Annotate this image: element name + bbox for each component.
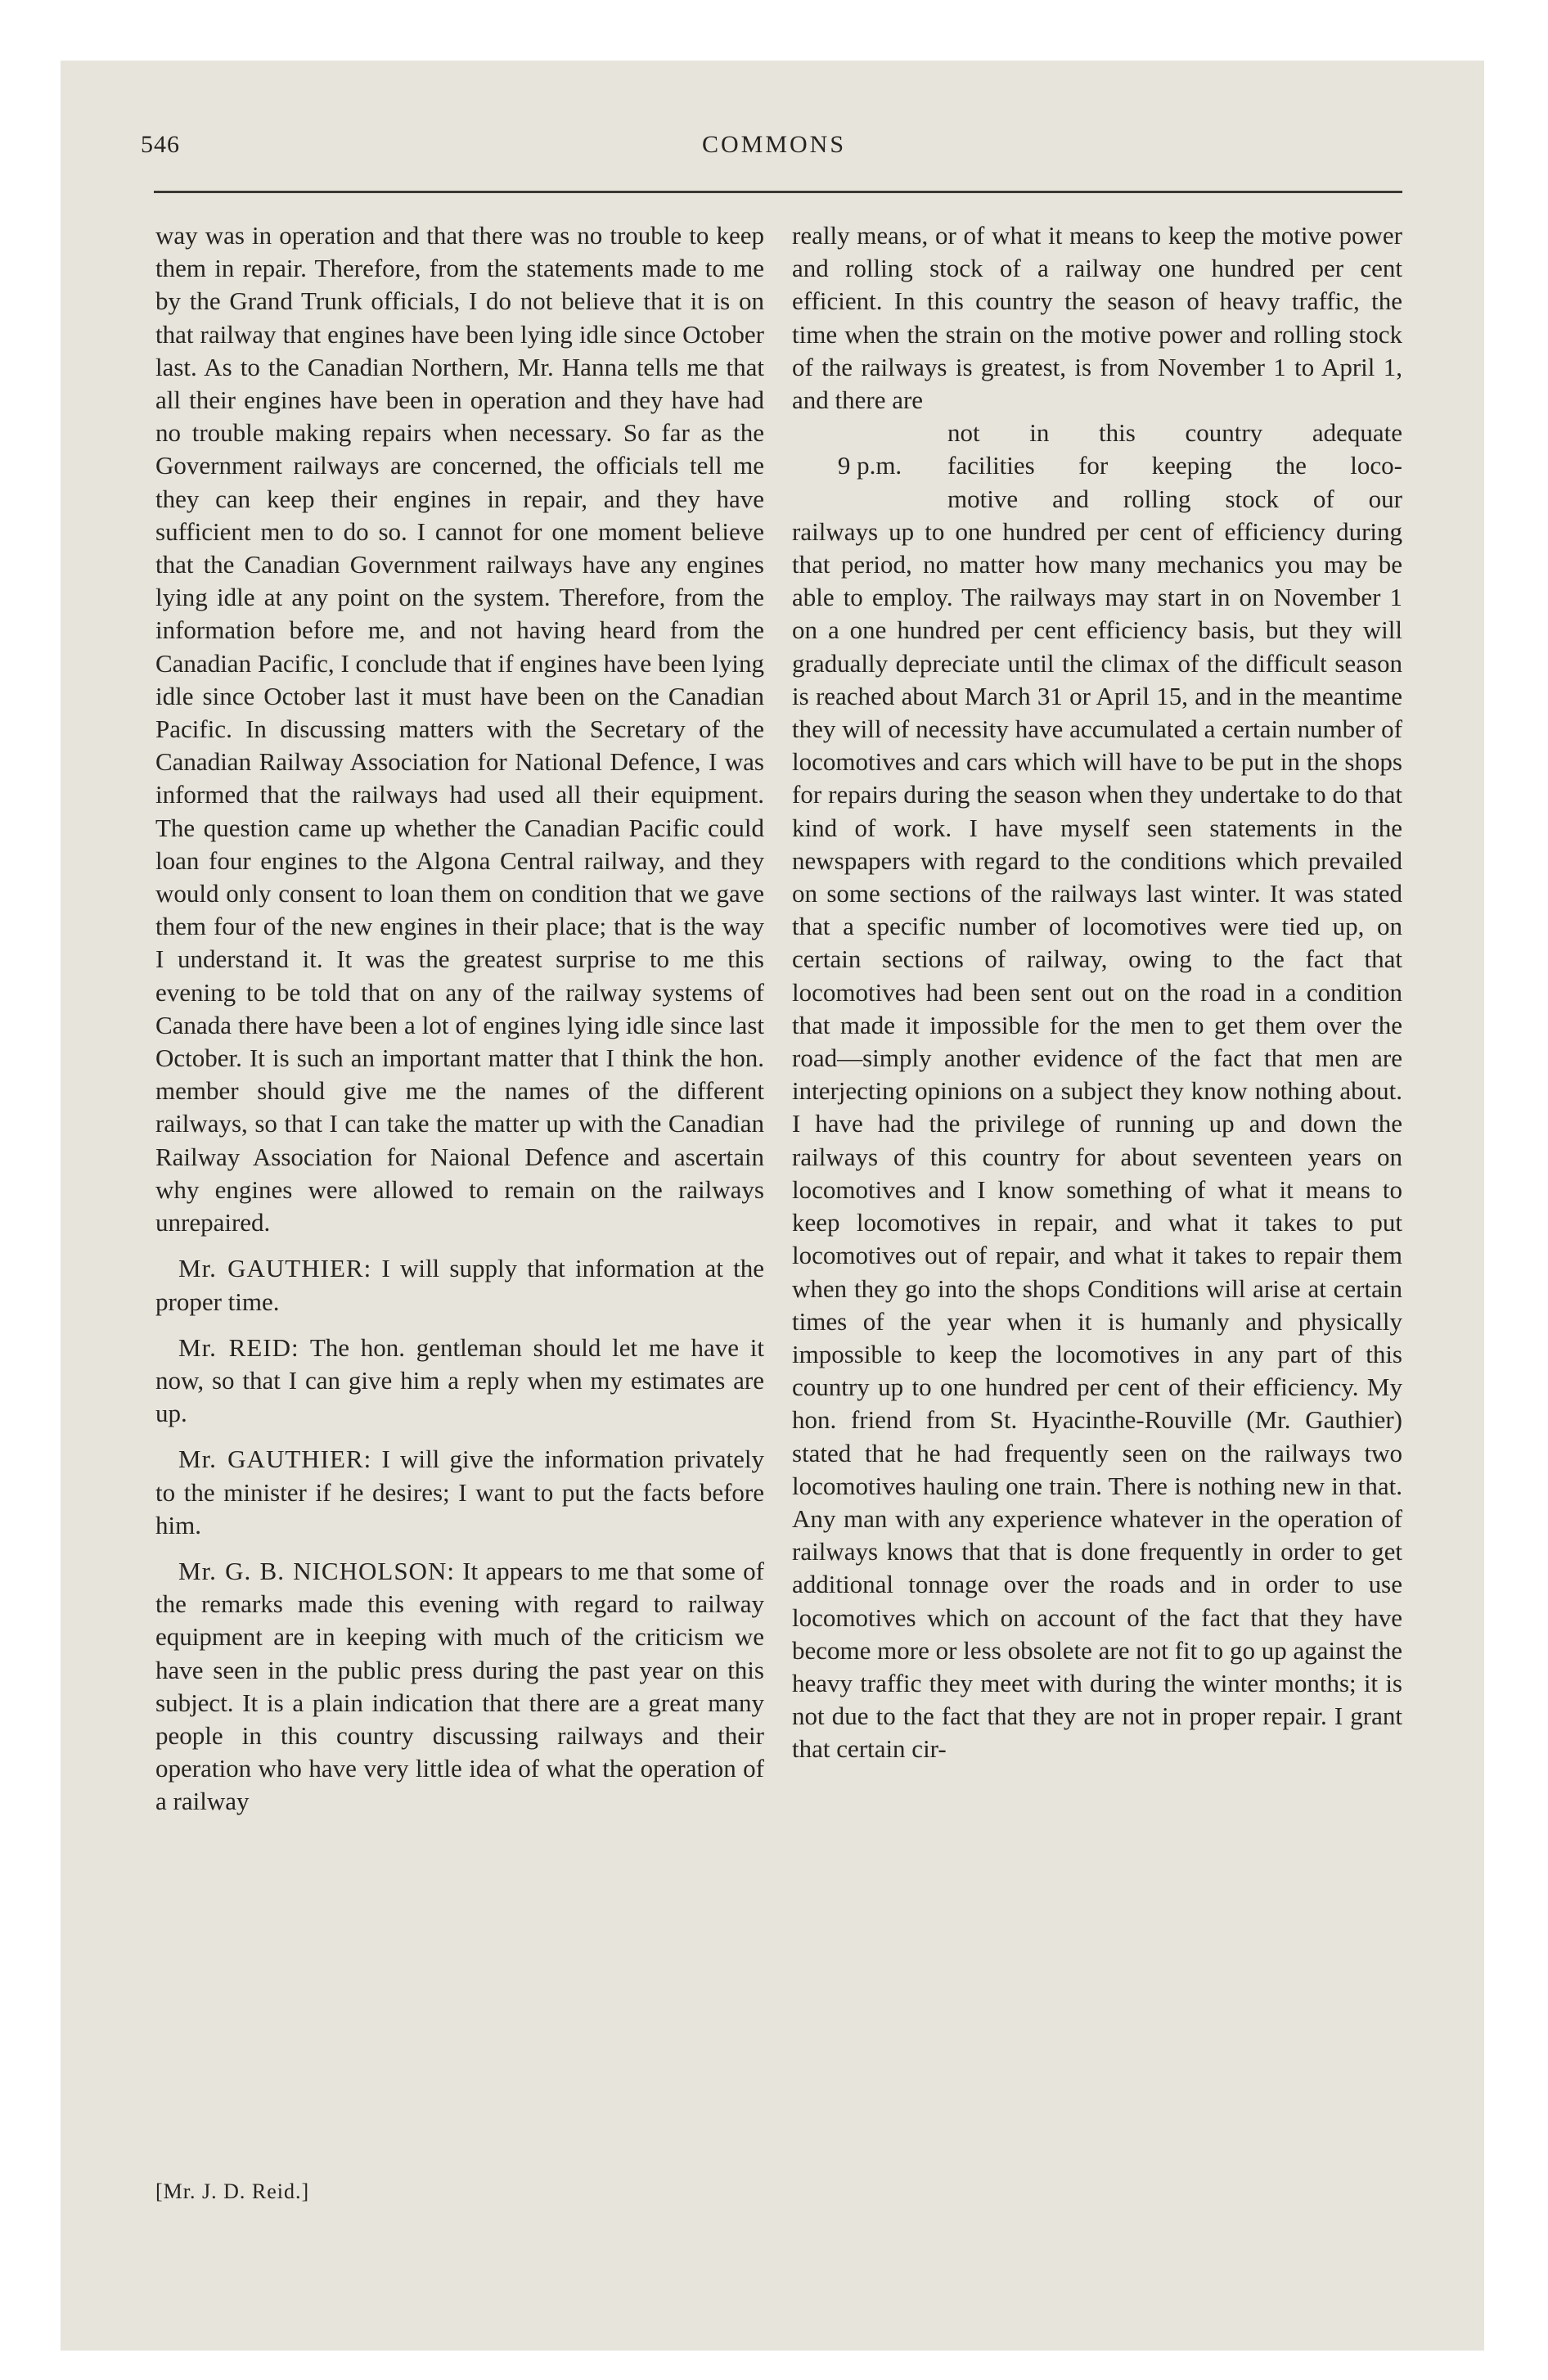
footer-citation: [Mr. J. D. Reid.]	[155, 2179, 310, 2203]
paragraph: way was in operation and that there was no trouble to keep them in repair. Therefore, from the statements made to me by the Grand Trunk officials, I do not believe that it is on that railway that engines have been lying idle since October last. As to the Canadian Northern, Mr. Hanna tells me that all their engines have been in operation and they have had no trouble making repairs when necessary. So far as the Government railways are concerned, the officials tell me they can keep their engines in repair, and they have sufficient men to do so. I cannot for one moment believe that the Canadian Government railways have any engines lying idle at any point on the system. Therefore, from the information before me, and not having heard from the Canadian Pacific, I conclude that if engines have been lying idle since October last it must have been on the Canadian Pacific. In discussing matters with the Secretary of the Canadian Railway Association for National Defence, I was informed that the railways had used all their equipment. The question came up whether the Canadian Pacific could loan four engines to the Algona Central railway, and they would only consent to loan them on condition that we gave them four of the new engines in their place; that is the way I understand it. It was the greatest surprise to me this evening to be told that on any of the railway systems of Canada there have been a lot of engines lying idle since last October. It is such an important matter that I think the hon. member should give me the names of the different railways, so that I can take the matter up with the Canadian Railway Association for Naional Defence and ascertain why engines were allowed to remain on the railways unrepaired.	[155, 221, 764, 1237]
paragraph-line: facilities for keeping the loco-	[947, 451, 1402, 480]
speech-gauthier-2	[155, 1443, 764, 1542]
speech-text: It appears to me that some of the remarks made this evening with regard to railway equipment are in keeping with much of the criticism we have seen in the public press during the past year on this subject. It is a plain indication that there are a great many people in this country discussing railways and their operation who have very little idea of what the operation of a railway	[155, 1556, 764, 1816]
speaker-name: Mr. G. B. NICHOLSON:	[178, 1556, 455, 1585]
paragraph: railways up to one hundred per cent of efficiency during that period, no matter how many mechanics you may be able to employ. The railways may start in on November 1 on a one hundred per cent efficiency basis, but they will gradually depreciate until the climax of the difficult season is reached about March 31 or April 15, and in the meantime they will of necessity have accumulated a certain number of locomotives and cars which will have to be put in the shops for repairs during the season when they undertake to do that kind of work. I have myself seen statements in the newspapers with regard to the conditions which prevailed on some sections of the railways last winter. It was stated that a specific number of locomotives were tied up, on certain sections of railway, owing to the fact that locomotives had been sent out on the road in a condition that made it impossible for the men to get them over the road—simply another evidence of the fact that men are interjecting opinions on a subject they know nothing about. I have had the privilege of running up and down the railways of this country for about seventeen years on locomotives and I know something of what it means to keep locomotives in repair, and what it takes to put locomotives out of repair, and what it takes to repair them when they go into the shops Conditions will arise at certain times of the year when it is humanly and physically impossible to keep the locomotives in any part of this country up to one hundred per cent of their efficiency. My hon. friend from St. Hyacinthe-Rouville (Mr. Gauthier) stated that he had frequently seen on the railways two locomotives hauling one train. There is nothing new in that. Any man with any experience whatever in the operation of railways knows that that is done frequently in order to get additional tonnage over the roads and in order to use locomotives which on account of the fact that they have become more or less obsolete are not fit to go up against the heavy traffic they meet with during the winter months; it is not due to the fact that they are not in proper repair. I grant that certain cir-	[792, 516, 1402, 1764]
speaker-name: Mr. GAUTHIER:	[178, 1445, 372, 1474]
speech-text: The hon. gentleman should let me have it now, so that I can give him a reply when my estimates are up.	[155, 1332, 764, 1428]
left-column	[155, 219, 764, 1819]
speaker-name: Mr. REID:	[178, 1332, 299, 1362]
page-number: 546	[141, 131, 180, 158]
speaker-name: Mr. GAUTHIER:	[178, 1254, 372, 1283]
running-head: COMMONS	[701, 131, 847, 158]
time-note-line	[792, 449, 1402, 482]
paragraph-line: motive and rolling stock of our	[947, 484, 1402, 513]
right-column	[792, 219, 1402, 1766]
speech-text: I will supply that information at the proper time.	[155, 1254, 765, 1316]
speech-text: I will give the information privately to the minister if he desires; I want to put the facts before him.	[155, 1445, 764, 1539]
speech-nicholson	[155, 1555, 764, 1819]
header-rule	[154, 191, 1402, 193]
time-note: 9 p.m.	[837, 451, 902, 480]
speech-gauthier-1	[155, 1252, 764, 1318]
speech-reid	[155, 1332, 764, 1431]
paragraph-line: not in this country adequate	[947, 418, 1402, 448]
paragraph: really means, or of what it means to keep the motive power and rolling stock of a railway one hundred per cent efficient. In this country the season of heavy traffic, the time when the strain on the motive power and rolling stock of the railways is greatest, is from November 1 to April 1, and there are	[792, 221, 1402, 415]
